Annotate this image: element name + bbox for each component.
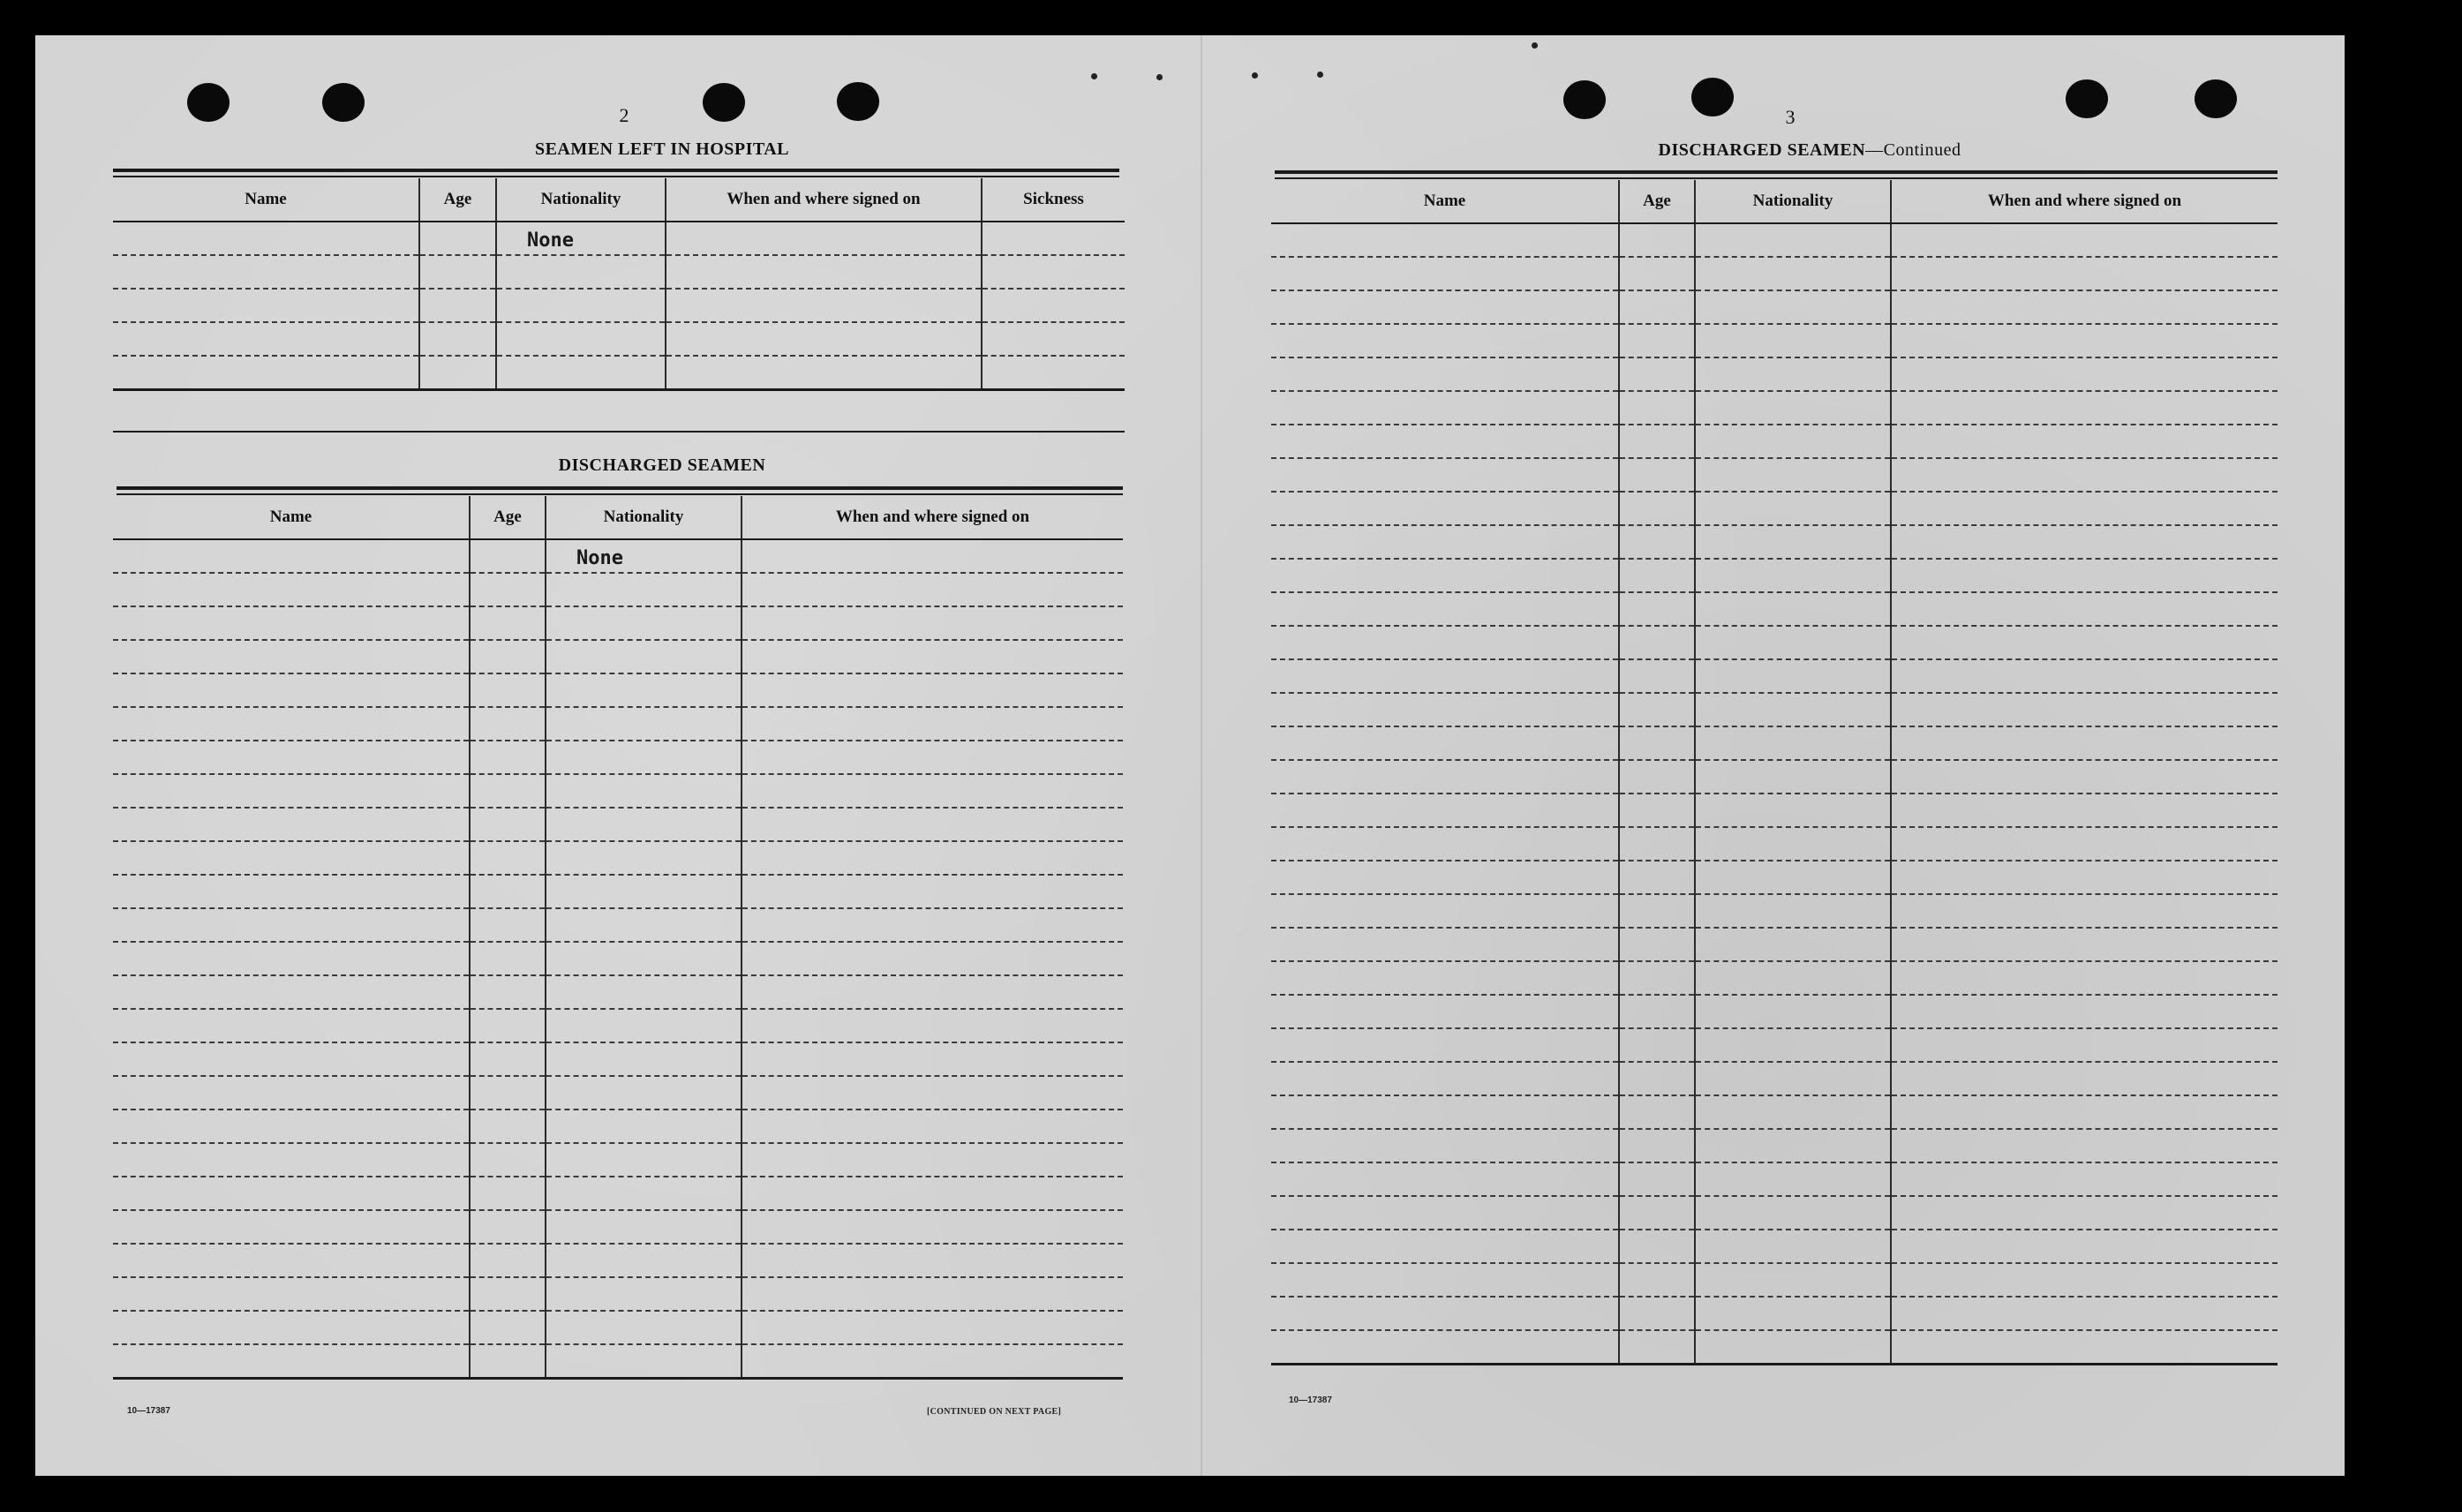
page-number-left: 2	[619, 104, 629, 126]
punch-hole	[703, 83, 745, 122]
table-row	[113, 539, 1123, 573]
table-row	[113, 1110, 1123, 1143]
table-row	[113, 875, 1123, 908]
table-row	[1271, 961, 2278, 995]
ink-speck	[1532, 42, 1538, 49]
table-row	[113, 1076, 1123, 1110]
column-header-name: Name	[113, 178, 419, 222]
table-row	[1271, 559, 2278, 592]
table-row	[113, 975, 1123, 1009]
discharged-continued-table	[1271, 180, 2278, 1365]
table-row	[113, 606, 1123, 640]
table-row	[113, 774, 1123, 808]
table-row	[1271, 760, 2278, 794]
discharged-top-rule	[117, 486, 1123, 490]
table-row	[113, 1244, 1123, 1277]
hospital-bottom-rule	[113, 431, 1125, 433]
section-title-suffix: —Continued	[1865, 140, 1961, 160]
punch-hole	[187, 83, 230, 122]
table-row	[1271, 1095, 2278, 1129]
table-header-row	[1271, 180, 2278, 223]
table-row	[113, 741, 1123, 774]
table-row	[1271, 223, 2278, 257]
table-row	[1271, 592, 2278, 626]
table-row	[113, 808, 1123, 841]
continued-section-title	[1554, 140, 2066, 161]
table-row	[1271, 1297, 2278, 1330]
table-row	[1271, 626, 2278, 659]
punch-hole	[322, 83, 365, 122]
punch-hole	[1563, 80, 1606, 119]
column-header-nationality: Nationality	[496, 178, 666, 222]
form-number-left: 10—17387	[127, 1406, 170, 1416]
table-row	[1271, 290, 2278, 324]
table-row	[1271, 726, 2278, 760]
page-number-right: 3	[1785, 106, 1796, 128]
discharged-top-rule-2	[117, 493, 1123, 495]
table-row	[113, 1277, 1123, 1311]
table-row	[1271, 458, 2278, 492]
table-row	[113, 841, 1123, 875]
table-row	[113, 1344, 1123, 1379]
table-row	[1271, 995, 2278, 1028]
table-row	[1271, 525, 2278, 559]
discharged-section-title: DISCHARGED SEAMEN	[558, 455, 766, 475]
table-row	[1271, 693, 2278, 726]
ink-speck	[1317, 71, 1323, 78]
table-row	[113, 573, 1123, 606]
table-row	[1271, 894, 2278, 928]
table-row	[113, 707, 1123, 741]
table-row	[1271, 861, 2278, 894]
table-row	[1271, 257, 2278, 290]
table-row	[1271, 659, 2278, 693]
column-header-signed-on: When and where signed on	[666, 178, 982, 222]
column-header-sickness: Sickness	[982, 178, 1125, 222]
table-row	[1271, 1230, 2278, 1263]
table-row	[1271, 928, 2278, 961]
table-row	[1271, 827, 2278, 861]
table-header-row	[113, 178, 1125, 222]
table-row	[1271, 425, 2278, 458]
ink-speck	[1252, 72, 1258, 79]
table-row	[113, 356, 1125, 390]
table-row	[113, 640, 1123, 673]
table-row	[113, 1042, 1123, 1076]
hospital-table	[113, 178, 1125, 391]
page-fold	[1201, 35, 1202, 1476]
table-row	[113, 289, 1125, 322]
table-row	[1271, 794, 2278, 827]
column-header-age: Age	[1619, 180, 1695, 223]
hospital-top-rule	[113, 169, 1119, 172]
column-header-signed-on: When and where signed on	[742, 496, 1123, 539]
column-header-signed-on: When and where signed on	[1891, 180, 2278, 223]
punch-hole	[2195, 79, 2237, 118]
punch-hole	[837, 82, 879, 121]
table-row	[113, 942, 1123, 975]
column-header-name: Name	[113, 496, 470, 539]
hospital-top-rule-2	[113, 176, 1119, 177]
discharged-entry-none: None	[576, 547, 623, 569]
ink-speck	[1156, 74, 1163, 80]
table-row	[113, 1143, 1123, 1177]
punch-hole	[2066, 79, 2108, 118]
form-number-right: 10—17387	[1289, 1395, 1332, 1405]
table-row	[1271, 1330, 2278, 1365]
table-row	[1271, 324, 2278, 357]
continued-note: [CONTINUED ON NEXT PAGE]	[927, 1407, 1062, 1417]
punch-hole	[1691, 78, 1734, 117]
column-header-nationality: Nationality	[1695, 180, 1891, 223]
table-row	[1271, 357, 2278, 391]
ink-speck	[1091, 73, 1097, 79]
table-row	[1271, 1196, 2278, 1230]
table-row	[113, 255, 1125, 289]
table-row	[113, 1210, 1123, 1244]
table-row	[1271, 1263, 2278, 1297]
column-header-nationality: Nationality	[546, 496, 742, 539]
hospital-section-title: SEAMEN LEFT IN HOSPITAL	[534, 139, 790, 159]
table-row	[1271, 1162, 2278, 1196]
document-sheet	[35, 35, 2345, 1476]
table-row	[113, 322, 1125, 356]
table-row	[1271, 1129, 2278, 1162]
right-top-rule	[1275, 170, 2278, 174]
table-row	[113, 673, 1123, 707]
column-header-age: Age	[470, 496, 546, 539]
column-header-name: Name	[1271, 180, 1619, 223]
table-row	[1271, 1028, 2278, 1062]
right-top-rule-2	[1275, 177, 2278, 179]
table-row	[1271, 492, 2278, 525]
table-header-row	[113, 496, 1123, 539]
column-header-age: Age	[419, 178, 496, 222]
hospital-entry-none: None	[527, 229, 574, 252]
table-row	[113, 1177, 1123, 1210]
table-row	[1271, 391, 2278, 425]
table-row	[1271, 1062, 2278, 1095]
section-title-main: DISCHARGED SEAMEN	[1658, 140, 1866, 160]
discharged-table	[113, 496, 1123, 1380]
table-row	[113, 908, 1123, 942]
table-row	[113, 1009, 1123, 1042]
table-row	[113, 222, 1125, 255]
table-row	[113, 1311, 1123, 1344]
